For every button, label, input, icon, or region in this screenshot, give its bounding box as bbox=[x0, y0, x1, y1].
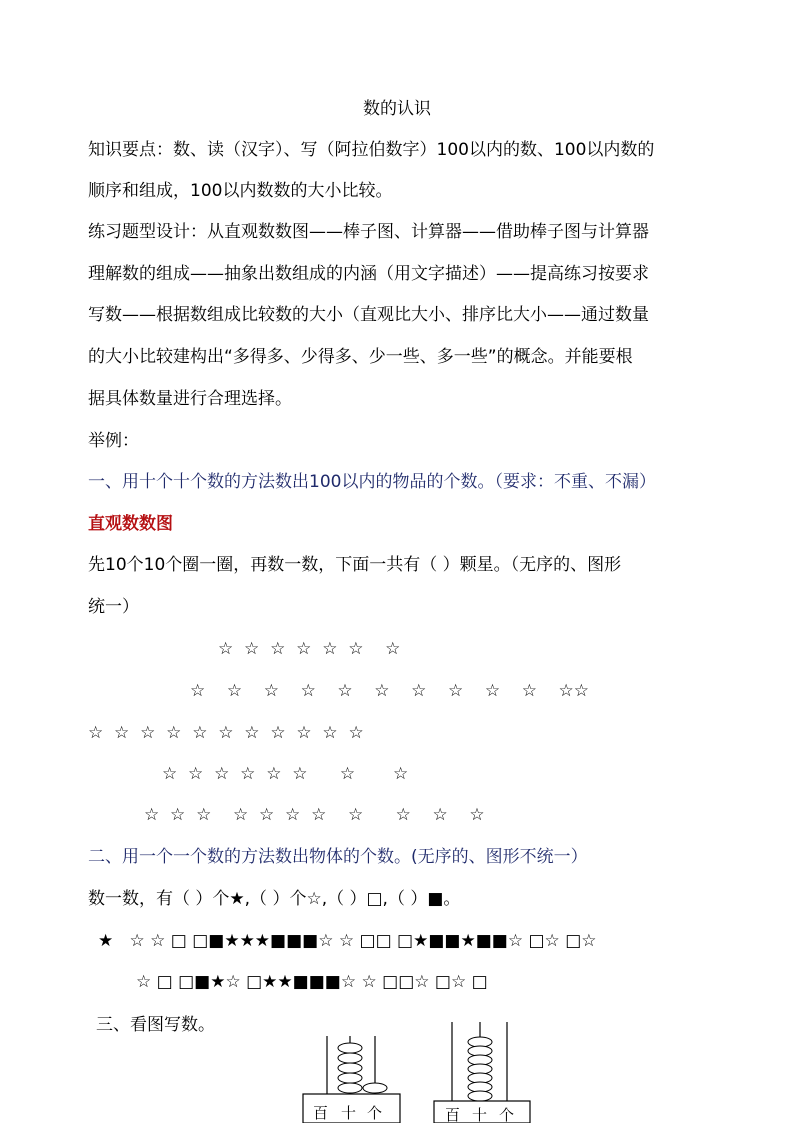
example-label: 举例： bbox=[88, 431, 139, 451]
star-row-4: ☆ ☆ ☆ ☆ ☆ ☆ ☆ ☆ bbox=[162, 764, 409, 784]
abacus-1-label-tens: 十 bbox=[341, 1104, 357, 1122]
section-1-prompt-1: 先10个10个圈一圈，再数一数，下面一共有（ ）颗星。（无序的、图形 bbox=[88, 555, 622, 575]
design-line-2: 理解数的组成——抽象出数组成的内涵（用文字描述）——提高练习按要求 bbox=[88, 264, 649, 284]
abacus-1-label-ones: 个 bbox=[367, 1104, 383, 1122]
abacus-1-label-hundreds: 百 bbox=[313, 1104, 329, 1122]
abacus-2-label-tens: 十 bbox=[472, 1106, 488, 1124]
design-line-4: 的大小比较建构出“多得多、少得多、少一些、多一些”的概念。并能要根 bbox=[88, 347, 633, 367]
section-1-subheading: 直观数数图 bbox=[88, 514, 173, 534]
abacus-2-label-hundreds: 百 bbox=[445, 1106, 461, 1124]
star-row-5: ☆ ☆ ☆ ☆ ☆ ☆ ☆ ☆ ☆ ☆ ☆ bbox=[144, 805, 485, 825]
star-row-3: ☆ ☆ ☆ ☆ ☆ ☆ ☆ ☆ ☆ ☆ ☆ bbox=[88, 723, 364, 743]
section-2-heading: 二、用一个一个数的方法数出物体的个数。(无序的、图形不统一） bbox=[88, 847, 588, 867]
star-row-2: ☆ ☆ ☆ ☆ ☆ ☆ ☆ ☆ ☆ ☆ ☆☆ bbox=[190, 681, 590, 701]
design-line-1: 练习题型设计：从直观数数图——棒子图、计算器——借助棒子图与计算器 bbox=[88, 222, 649, 242]
knowledge-line-2: 顺序和组成，100以内数数的大小比较。 bbox=[88, 181, 393, 201]
section-1-prompt-2: 统一） bbox=[88, 597, 139, 617]
shape-row-1: ★ ☆ ☆ □ □■★★★■■■☆ ☆ □□ □★■■★■■☆ □☆ □☆ bbox=[98, 931, 597, 951]
design-line-5: 据具体数量进行合理选择。 bbox=[88, 389, 292, 409]
page-title: 数的认识 bbox=[363, 99, 431, 119]
knowledge-line-1: 知识要点：数、读（汉字）、写（阿拉伯数字）100以内的数、100以内数的 bbox=[88, 140, 655, 160]
design-line-3: 写数——根据数组成比较数的大小（直观比大小、排序比大小——通过数量 bbox=[88, 305, 649, 325]
star-row-1: ☆ ☆ ☆ ☆ ☆ ☆ ☆ bbox=[218, 639, 401, 659]
shape-row-2: ☆ □ □■★☆ □★★■■■☆ ☆ □□☆ □☆ □ bbox=[136, 972, 488, 992]
section-3-heading: 三、看图写数。 bbox=[96, 1015, 215, 1035]
abacus-2-label-ones: 个 bbox=[499, 1106, 515, 1124]
section-1-heading: 一、用十个十个数的方法数出100以内的物品的个数。（要求：不重、不漏） bbox=[88, 472, 656, 492]
section-2-prompt: 数一数，有（ ）个★,（ ）个☆,（ ）□,（ ）■。 bbox=[88, 889, 461, 909]
